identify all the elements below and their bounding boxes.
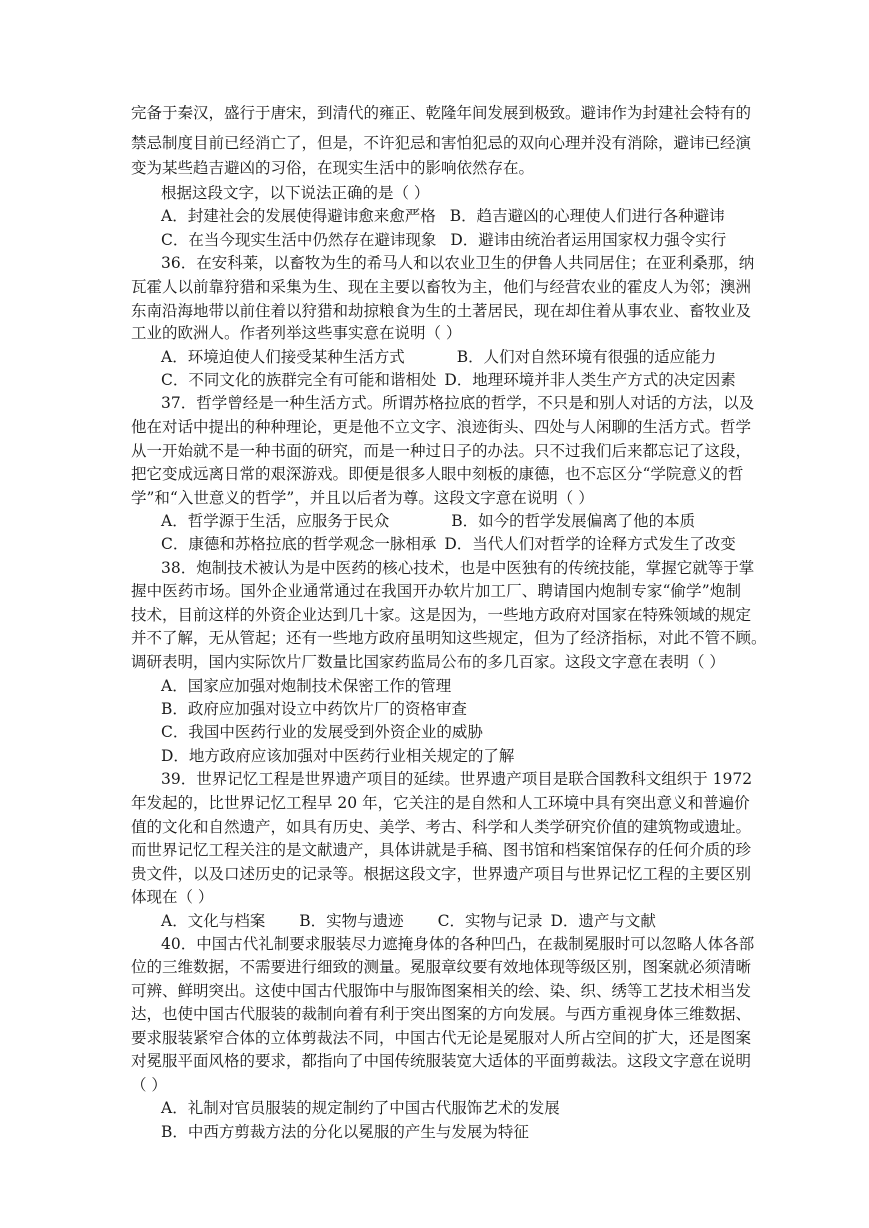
q36-option-c[interactable]: C．不同文化的族群完全有可能和谐相处	[161, 371, 437, 389]
q37-text-line-4: 把它变成远离日常的艰深游戏。即便是很多人眼中刻板的康德，也不忘区分“学院意义的哲	[131, 465, 744, 483]
q36-text-line-3: 东南沿海地带以前住着以狩猎和劫掠粮食为生的土著居民，现在却住着从事农业、畜牧业及	[131, 302, 752, 320]
q35-question: 根据这段文字，以下说法正确的是（ ）	[161, 184, 430, 202]
q37-option-row-1	[161, 510, 741, 532]
q39-option-c[interactable]: C．实物与记录	[437, 912, 543, 930]
q36-text-line-1: 36．在安科莱，以畜牧为生的希马人和以农业卫生的伊鲁人共同居住；在亚利桑那，纳	[161, 254, 755, 272]
q35-option-b[interactable]: B．趋吉避凶的心理使人们进行各种避讳	[449, 207, 725, 225]
q37-text-line-3: 从一开始就不是一种书面的研究，而是一种过日子的办法。只不过我们后来都忘记了这段，	[131, 442, 752, 460]
q40-option-b[interactable]: B．中西方剪裁方法的分化以冕服的产生与发展为特征	[161, 1123, 529, 1141]
q39-text-line-6: 体现在（ ）	[131, 888, 214, 906]
q39-option-d[interactable]: D．遗产与文献	[550, 912, 656, 930]
q35-option-a[interactable]: A．封建社会的发展使得避讳愈来愈严格	[161, 207, 436, 225]
q37-option-c[interactable]: C．康德和苏格拉底的哲学观念一脉相承	[161, 535, 437, 553]
q39-text-line-3: 值的文化和自然遗产，如具有历史、美学、考古、科学和人类学研究价值的建筑物或遗址。	[131, 818, 752, 836]
q39-text-line-4: 而世界记忆工程关注的是文献遗产，具体讲就是手稿、图书馆和档案馆保存的任何介质的珍	[131, 841, 752, 859]
q40-text-line-4: 达，也使中国古代服装的裁制向着有利于突出图案的方向发展。与西方重视身体三维数据、	[131, 1005, 752, 1023]
q37-option-d[interactable]: D．当代人们对哲学的诠释方式发生了改变	[444, 535, 736, 553]
q36-option-a[interactable]: A．环境迫使人们接受某种生活方式	[161, 348, 405, 366]
q37-option-b[interactable]: B．如今的哲学发展偏离了他的本质	[451, 512, 696, 530]
q37-option-row-2	[161, 533, 741, 555]
q37-text-line-5: 学”和“入世意义的哲学”，并且以后者为尊。这段文字意在说明（ ）	[131, 489, 594, 507]
q39-text-line-2: 年发起的，比世界记忆工程早 20 年，它关注的是自然和人工环境中具有突出意义和普遍价	[131, 794, 750, 812]
q37-text-line-1: 37．哲学曾经是一种生活方式。所谓苏格拉底的哲学，不只是和别人对话的方法，以及	[161, 394, 755, 412]
q40-text-line-2: 位的三维数据，不需要进行细致的测量。冕服章纹要有效地体现等级区别，图案就必须清晰	[131, 958, 752, 976]
q40-text-line-7: （ ）	[131, 1076, 167, 1094]
q40-text-line-1: 40．中国古代礼制要求服装尽力遮掩身体的各种凹凸，在裁制冕服时可以忽略人体各部	[161, 935, 755, 953]
q36-text-line-4: 工业的欧洲人。作者列举这些事实意在说明（ ）	[131, 324, 462, 342]
q40-text-line-5: 要求服装紧窄合体的立体剪裁法不同，中国古代无论是冕服对人所占空间的扩大，还是图案	[131, 1029, 752, 1047]
q38-text-line-1: 38．炮制技术被认为是中医药的核心技术，也是中医独有的传统技能，掌握它就等于掌	[161, 559, 755, 577]
q40-text-line-3: 可辨、鲜明突出。这使中国古代服饰中与服饰图案相关的绘、染、织、绣等工艺技术相当发	[131, 982, 752, 1000]
q36-option-row-2	[161, 369, 741, 391]
q39-option-row	[161, 910, 741, 932]
q35-text-line-1: 完备于秦汉，盛行于唐宋，到清代的雍正、乾隆年间发展到极致。避讳作为封建社会特有的	[131, 104, 752, 122]
q38-option-c[interactable]: C．我国中医药行业的发展受到外资企业的威胁	[161, 723, 483, 741]
q37-text-line-2: 他在对话中提出的种种理论，更是他不立文字、浪迹街头、四处与人闲聊的生活方式。哲学	[131, 418, 752, 436]
q35-option-row-1	[161, 205, 741, 227]
q40-text-line-6: 对冕服平面风格的要求，都指向了中国传统服装宽大适体的平面剪裁法。这段文字意在说明	[131, 1052, 752, 1070]
q39-option-b[interactable]: B．实物与遗迹	[299, 912, 404, 930]
q37-option-a[interactable]: A．哲学源于生活，应服务于民众	[161, 512, 390, 530]
q38-option-a[interactable]: A．国家应加强对炮制技术保密工作的管理	[161, 677, 452, 695]
q35-option-c[interactable]: C．在当今现实生活中仍然存在避讳现象	[161, 231, 437, 249]
q35-option-row-2	[161, 229, 741, 251]
q36-option-b[interactable]: B．人们对自然环境有很强的适应能力	[456, 348, 717, 366]
q38-text-line-2: 握中医药市场。国外企业通常通过在我国开办软片加工厂、聘请国内炮制专家“偷学”炮制	[131, 582, 741, 600]
q38-text-line-5: 调研表明，国内实际饮片厂数量比国家药监局公布的多几百家。这段文字意在表明（ ）	[131, 653, 725, 671]
q38-option-d[interactable]: D．地方政府应该加强对中医药行业相关规定的了解	[161, 747, 515, 765]
q36-option-d[interactable]: D．地理环境并非人类生产方式的决定因素	[444, 371, 736, 389]
q35-text-line-2: 禁忌制度目前已经消亡了，但是，不许犯忌和害怕犯忌的双向心理并没有消除，避讳已经演	[131, 134, 752, 152]
q40-option-a[interactable]: A．礼制对官员服装的规定制约了中国古代服饰艺术的发展	[161, 1099, 560, 1117]
q39-text-line-5: 贵文件，以及口述历史的记录等。根据这段文字，世界遗产项目与世界记忆工程的主要区别	[131, 865, 752, 883]
q35-text-line-3: 变为某些趋吉避凶的习俗，在现实生活中的影响依然存在。	[131, 159, 535, 177]
q38-text-line-4: 并不了解，无从管起；还有一些地方政府虽明知这些规定，但为了经济指标，对此不管不顾。	[131, 629, 767, 647]
q36-option-row-1	[161, 346, 741, 368]
q39-option-a[interactable]: A．文化与档案	[161, 912, 266, 930]
q35-option-d[interactable]: D．避讳由统治者运用国家权力强令实行	[450, 231, 727, 249]
q38-text-line-3: 技术，目前这样的外资企业达到几十家。这是因为，一些地方政府对国家在特殊领域的规定	[131, 606, 752, 624]
q36-text-line-2: 瓦霍人以前靠狩猎和采集为生、现在主要以畜牧为主，他们与经营农业的霍皮人为邻；澳洲	[131, 278, 752, 296]
q38-option-b[interactable]: B．政府应加强对设立中药饮片厂的资格审查	[161, 700, 467, 718]
q39-text-line-1: 39．世界记忆工程是世界遗产项目的延续。世界遗产项目是联合国教科文组织于 1972	[161, 770, 753, 788]
